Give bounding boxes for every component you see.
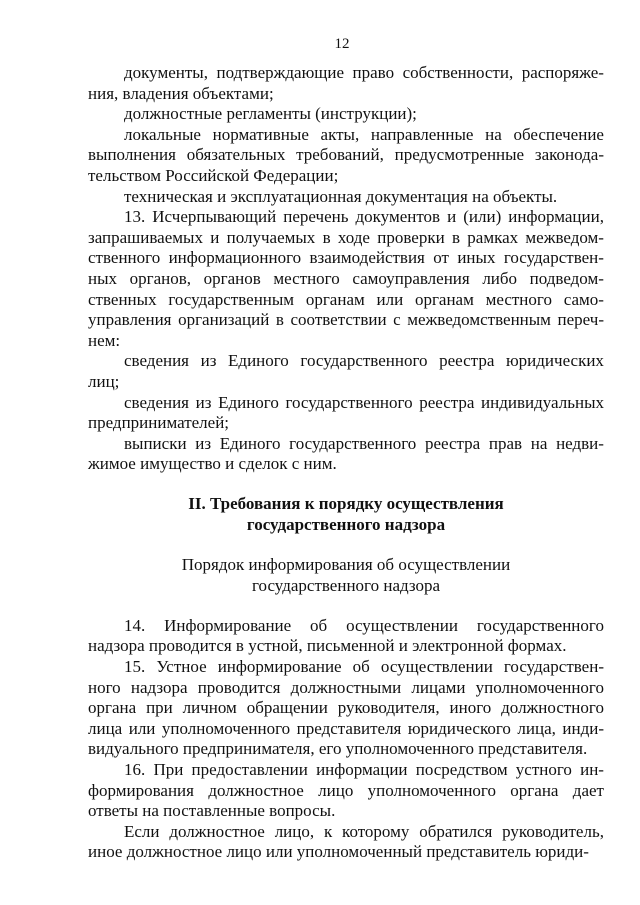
text-line: нем: <box>88 330 121 350</box>
text-line: жимое имущество и сделок с ним. <box>88 454 337 474</box>
section-heading-line: II. Требования к порядку осуществления <box>188 493 504 513</box>
text-line: иное должностное лицо или уполномоченный представитель юриди- <box>88 842 589 862</box>
text-line: органа при личном обращении руководителя, иного должностного <box>88 698 604 718</box>
text-line: предпринимателей; <box>88 413 230 433</box>
section-heading-line: государственного надзора <box>246 514 446 534</box>
subsection-heading <box>88 555 604 597</box>
text-line: надзора проводится в устной, письменной и электронной формах. <box>88 636 567 656</box>
text-line: ственных государственным органам или органам местного само- <box>88 289 604 309</box>
text-line: тельством Российской Федерации; <box>88 165 339 185</box>
text-line: сведения из Единого государственного реестра индивидуальных <box>124 392 604 412</box>
text-line: 16. При предоставлении информации посредством устного ин- <box>124 760 604 780</box>
text-line: Если должностное лицо, к которому обратился руководитель, <box>124 821 604 841</box>
paragraphs-after-section <box>88 616 604 863</box>
text-line: 15. Устное информирование об осуществлении государствен- <box>124 657 604 677</box>
text-line: запрашиваемых и получаемых в ходе проверки в рамках межведом- <box>88 227 604 247</box>
text-line: ных органов, органов местного самоуправления либо подведом- <box>88 268 604 288</box>
text-line: формирования должностное лицо уполномоченного органа дает <box>88 780 604 800</box>
subsection-heading-line: государственного надзора <box>251 575 441 595</box>
page-number: 12 <box>334 36 350 52</box>
text-line: техническая и эксплуатационная документация на объекты. <box>124 186 558 206</box>
text-line: ответы на поставленные вопросы. <box>88 801 336 821</box>
text-line: локальные нормативные акты, направленные на обеспечение <box>124 124 604 144</box>
text-line: сведения из Единого государственного реестра юридических <box>124 351 604 371</box>
text-line: ственного информационного взаимодействия от иных государствен- <box>88 248 604 268</box>
text-line: управления организаций в соответствии с межведомственным переч- <box>88 310 604 330</box>
text-line: лица или уполномоченного представителя юридического лица, инди- <box>88 718 604 738</box>
text-line: ния, владения объектами; <box>88 83 274 103</box>
text-line: должностные регламенты (инструкции); <box>124 104 417 124</box>
subsection-heading-line: Порядок информирования об осуществлении <box>181 554 511 574</box>
text-line: выполнения обязательных требований, предусмотренные законода- <box>88 145 604 165</box>
text-line: лиц; <box>88 371 120 391</box>
text-line: выписки из Единого государственного реестра прав на недви- <box>124 433 604 453</box>
text-line: 13. Исчерпывающий перечень документов и (или) информации, <box>124 207 604 227</box>
text-line: ного надзора проводится должностными лицами уполномоченного <box>88 677 604 697</box>
text-line: 14. Информирование об осуществлении государственного <box>124 615 604 635</box>
text-line: документы, подтверждающие право собственности, распоряже- <box>124 63 604 82</box>
section-heading <box>88 494 604 536</box>
document-body <box>88 63 604 863</box>
paragraphs-before-section <box>88 63 604 475</box>
text-line: видуального предпринимателя, его уполномоченного представителя. <box>88 739 588 759</box>
